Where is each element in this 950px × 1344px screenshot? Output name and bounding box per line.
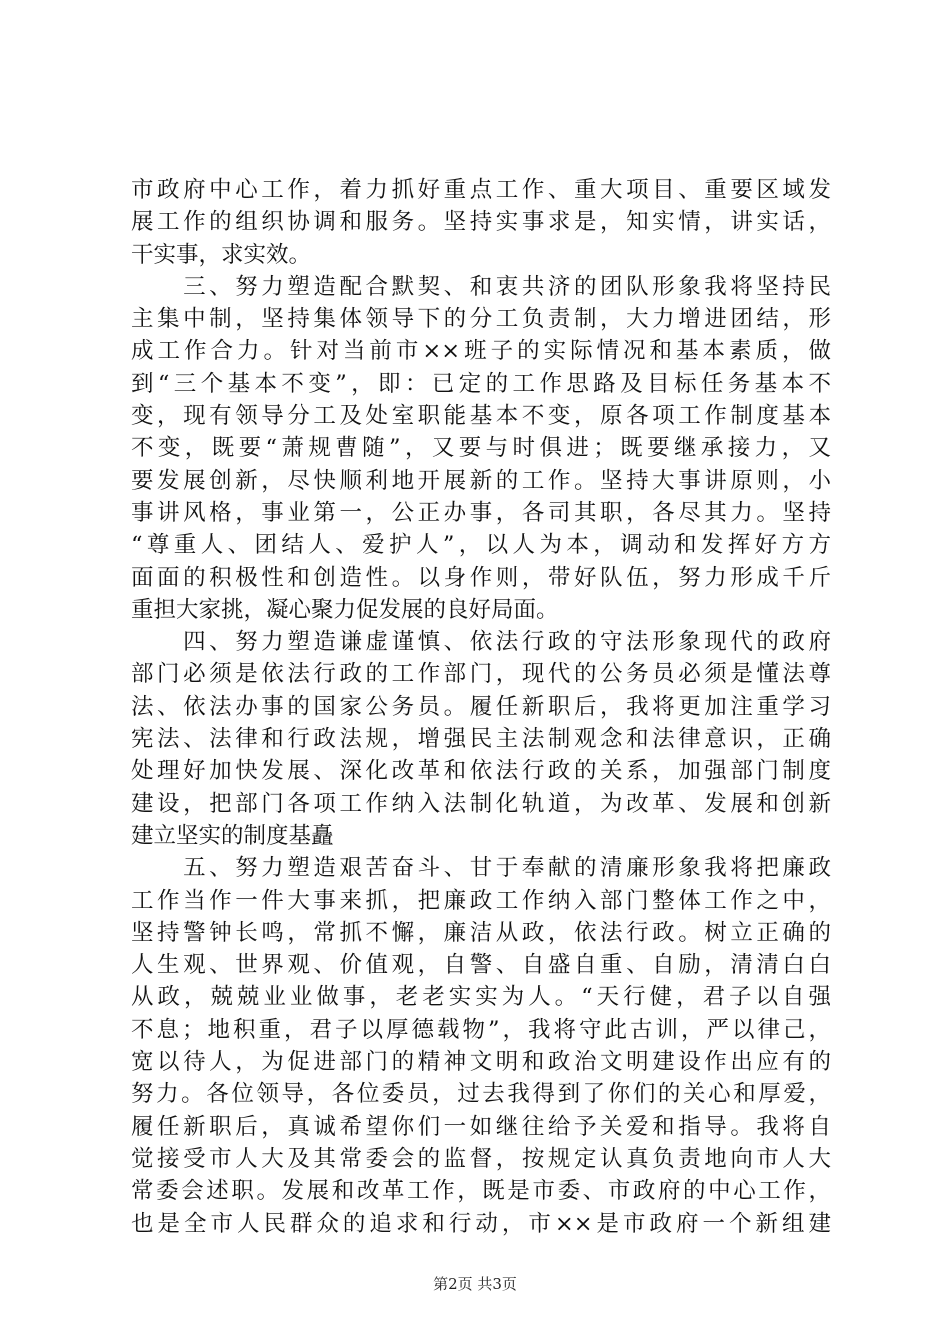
- text-line: 从政，兢兢业业做事，老老实实为人。“天行健，君子以自强: [131, 984, 831, 1011]
- text-line: 工作当作一件大事来抓，把廉政工作纳入部门整体工作之中，: [131, 887, 831, 914]
- text-line: 五、努力塑造艰苦奋斗、甘于奉献的清廉形象我将把廉政: [131, 855, 831, 882]
- text-line: 不变，既要“萧规曹随”，又要与时俱进；既要继承接力，又: [131, 435, 831, 462]
- text-line: 变，现有领导分工及处室职能基本不变，原各项工作制度基本: [131, 403, 831, 430]
- text-line: 努力。各位领导，各位委员，过去我得到了你们的关心和厚爱，: [131, 1081, 831, 1108]
- text-line: “尊重人、团结人、爱护人”，以人为本，调动和发挥好方方: [131, 532, 831, 559]
- text-line: 法、依法办事的国家公务员。履任新职后，我将更加注重学习: [131, 693, 831, 720]
- text-line: 到“三个基本不变”，即：已定的工作思路及目标任务基本不: [131, 370, 831, 397]
- text-line: 建设，把部门各项工作纳入法制化轨道，为改革、发展和创新: [131, 790, 831, 817]
- text-line: 常委会述职。发展和改革工作，既是市委、市政府的中心工作，: [131, 1178, 831, 1205]
- text-line: 人生观、世界观、价值观，自警、自盛自重、自励，清清白白: [131, 952, 831, 979]
- text-line: 主集中制，坚持集体领导下的分工负责制，大力增进团结，形: [131, 306, 831, 333]
- text-line: 干实事，求实效。: [131, 241, 312, 268]
- text-line: 处理好加快发展、深化改革和依法行政的关系，加强部门制度: [131, 758, 831, 785]
- text-line: 重担大家挑，凝心聚力促发展的良好局面。: [131, 596, 559, 623]
- text-line: 也是全市人民群众的追求和行动，市××是市政府一个新组建: [131, 1210, 831, 1237]
- text-line: 不息；地积重，君子以厚德载物”，我将守此古训，严以律己，: [131, 1016, 831, 1043]
- text-line: 事讲风格，事业第一，公正办事，各司其职，各尽其力。坚持: [131, 499, 831, 526]
- text-line: 面面的积极性和创造性。以身作则，带好队伍，努力形成千斤: [131, 564, 831, 591]
- text-line: 要发展创新，尽快顺利地开展新的工作。坚持大事讲原则，小: [131, 467, 831, 494]
- text-line: 成工作合力。针对当前市××班子的实际情况和基本素质，做: [131, 338, 831, 365]
- text-line: 履任新职后，真诚希望你们一如继往给予关爱和指导。我将自: [131, 1113, 831, 1140]
- text-line: 部门必须是依法行政的工作部门，现代的公务员必须是懂法尊: [131, 661, 831, 688]
- text-line: 觉接受市人大及其常委会的监督，按规定认真负责地向市人大: [131, 1145, 831, 1172]
- text-line: 宪法、法律和行政法规，增强民主法制观念和法律意识，正确: [131, 726, 831, 753]
- document-body: [131, 174, 831, 1240]
- text-line: 四、努力塑造谦虚谨慎、依法行政的守法形象现代的政府: [131, 629, 831, 656]
- text-line: 建立坚实的制度基矗: [131, 822, 334, 849]
- text-line: 三、努力塑造配合默契、和衷共济的团队形象我将坚持民: [131, 273, 831, 300]
- page-footer: 第2页 共3页: [433, 1275, 517, 1293]
- text-line: 坚持警钟长鸣，常抓不懈，廉洁从政，依法行政。树立正确的: [131, 919, 831, 946]
- text-line: 展工作的组织协调和服务。坚持实事求是，知实情，讲实话，: [131, 209, 831, 236]
- text-line: 宽以待人，为促进部门的精神文明和政治文明建设作出应有的: [131, 1049, 831, 1076]
- text-line: 市政府中心工作，着力抓好重点工作、重大项目、重要区域发: [131, 177, 831, 203]
